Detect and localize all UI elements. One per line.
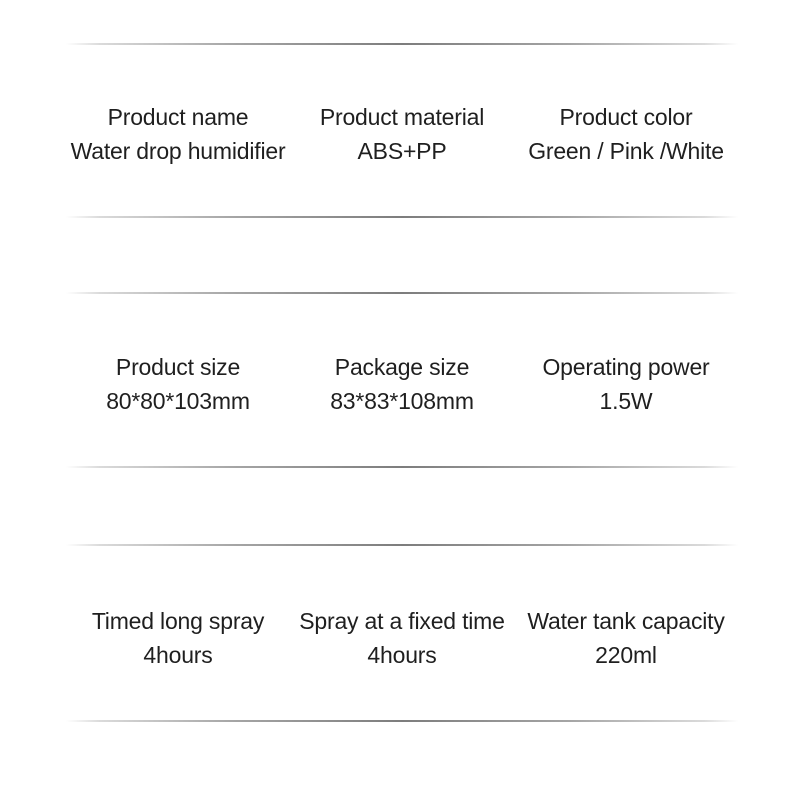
divider [66,720,738,722]
spec-cell-product-color [514,100,738,168]
spec-label: Product name [107,104,249,130]
spec-label: Water tank capacity [527,608,725,634]
spec-cell-product-material [290,100,514,168]
spec-value: 1.5W [599,388,653,414]
divider [66,544,738,546]
spec-value: ABS+PP [357,138,447,164]
spec-label: Product color [559,104,693,130]
spec-value: 83*83*108mm [330,388,474,414]
spec-label: Product size [115,354,241,380]
spec-label: Product material [319,104,485,130]
spec-cell-operating-power [514,350,738,418]
divider [66,43,738,45]
spec-cell-package-size [290,350,514,418]
spec-value: Water drop humidifier [70,138,286,164]
spec-value: 220ml [595,642,657,668]
spec-cell-product-name [66,100,290,168]
spec-row-spray-capacity [66,604,738,672]
spec-cell-product-size [66,350,290,418]
spec-label: Package size [334,354,470,380]
spec-cell-spray-fixed-time [290,604,514,672]
spec-value: Green / Pink /White [528,138,724,164]
spec-value: 4hours [143,642,213,668]
divider [66,292,738,294]
spec-row-basic-info [66,100,738,168]
spec-cell-water-tank-capacity [514,604,738,672]
spec-label: Spray at a fixed time [299,608,505,634]
divider [66,466,738,468]
spec-value: 4hours [367,642,437,668]
spec-label: Operating power [542,354,710,380]
spec-value: 80*80*103mm [106,388,250,414]
spec-row-dimensions [66,350,738,418]
spec-cell-timed-long-spray [66,604,290,672]
divider [66,216,738,218]
spec-label: Timed long spray [91,608,265,634]
